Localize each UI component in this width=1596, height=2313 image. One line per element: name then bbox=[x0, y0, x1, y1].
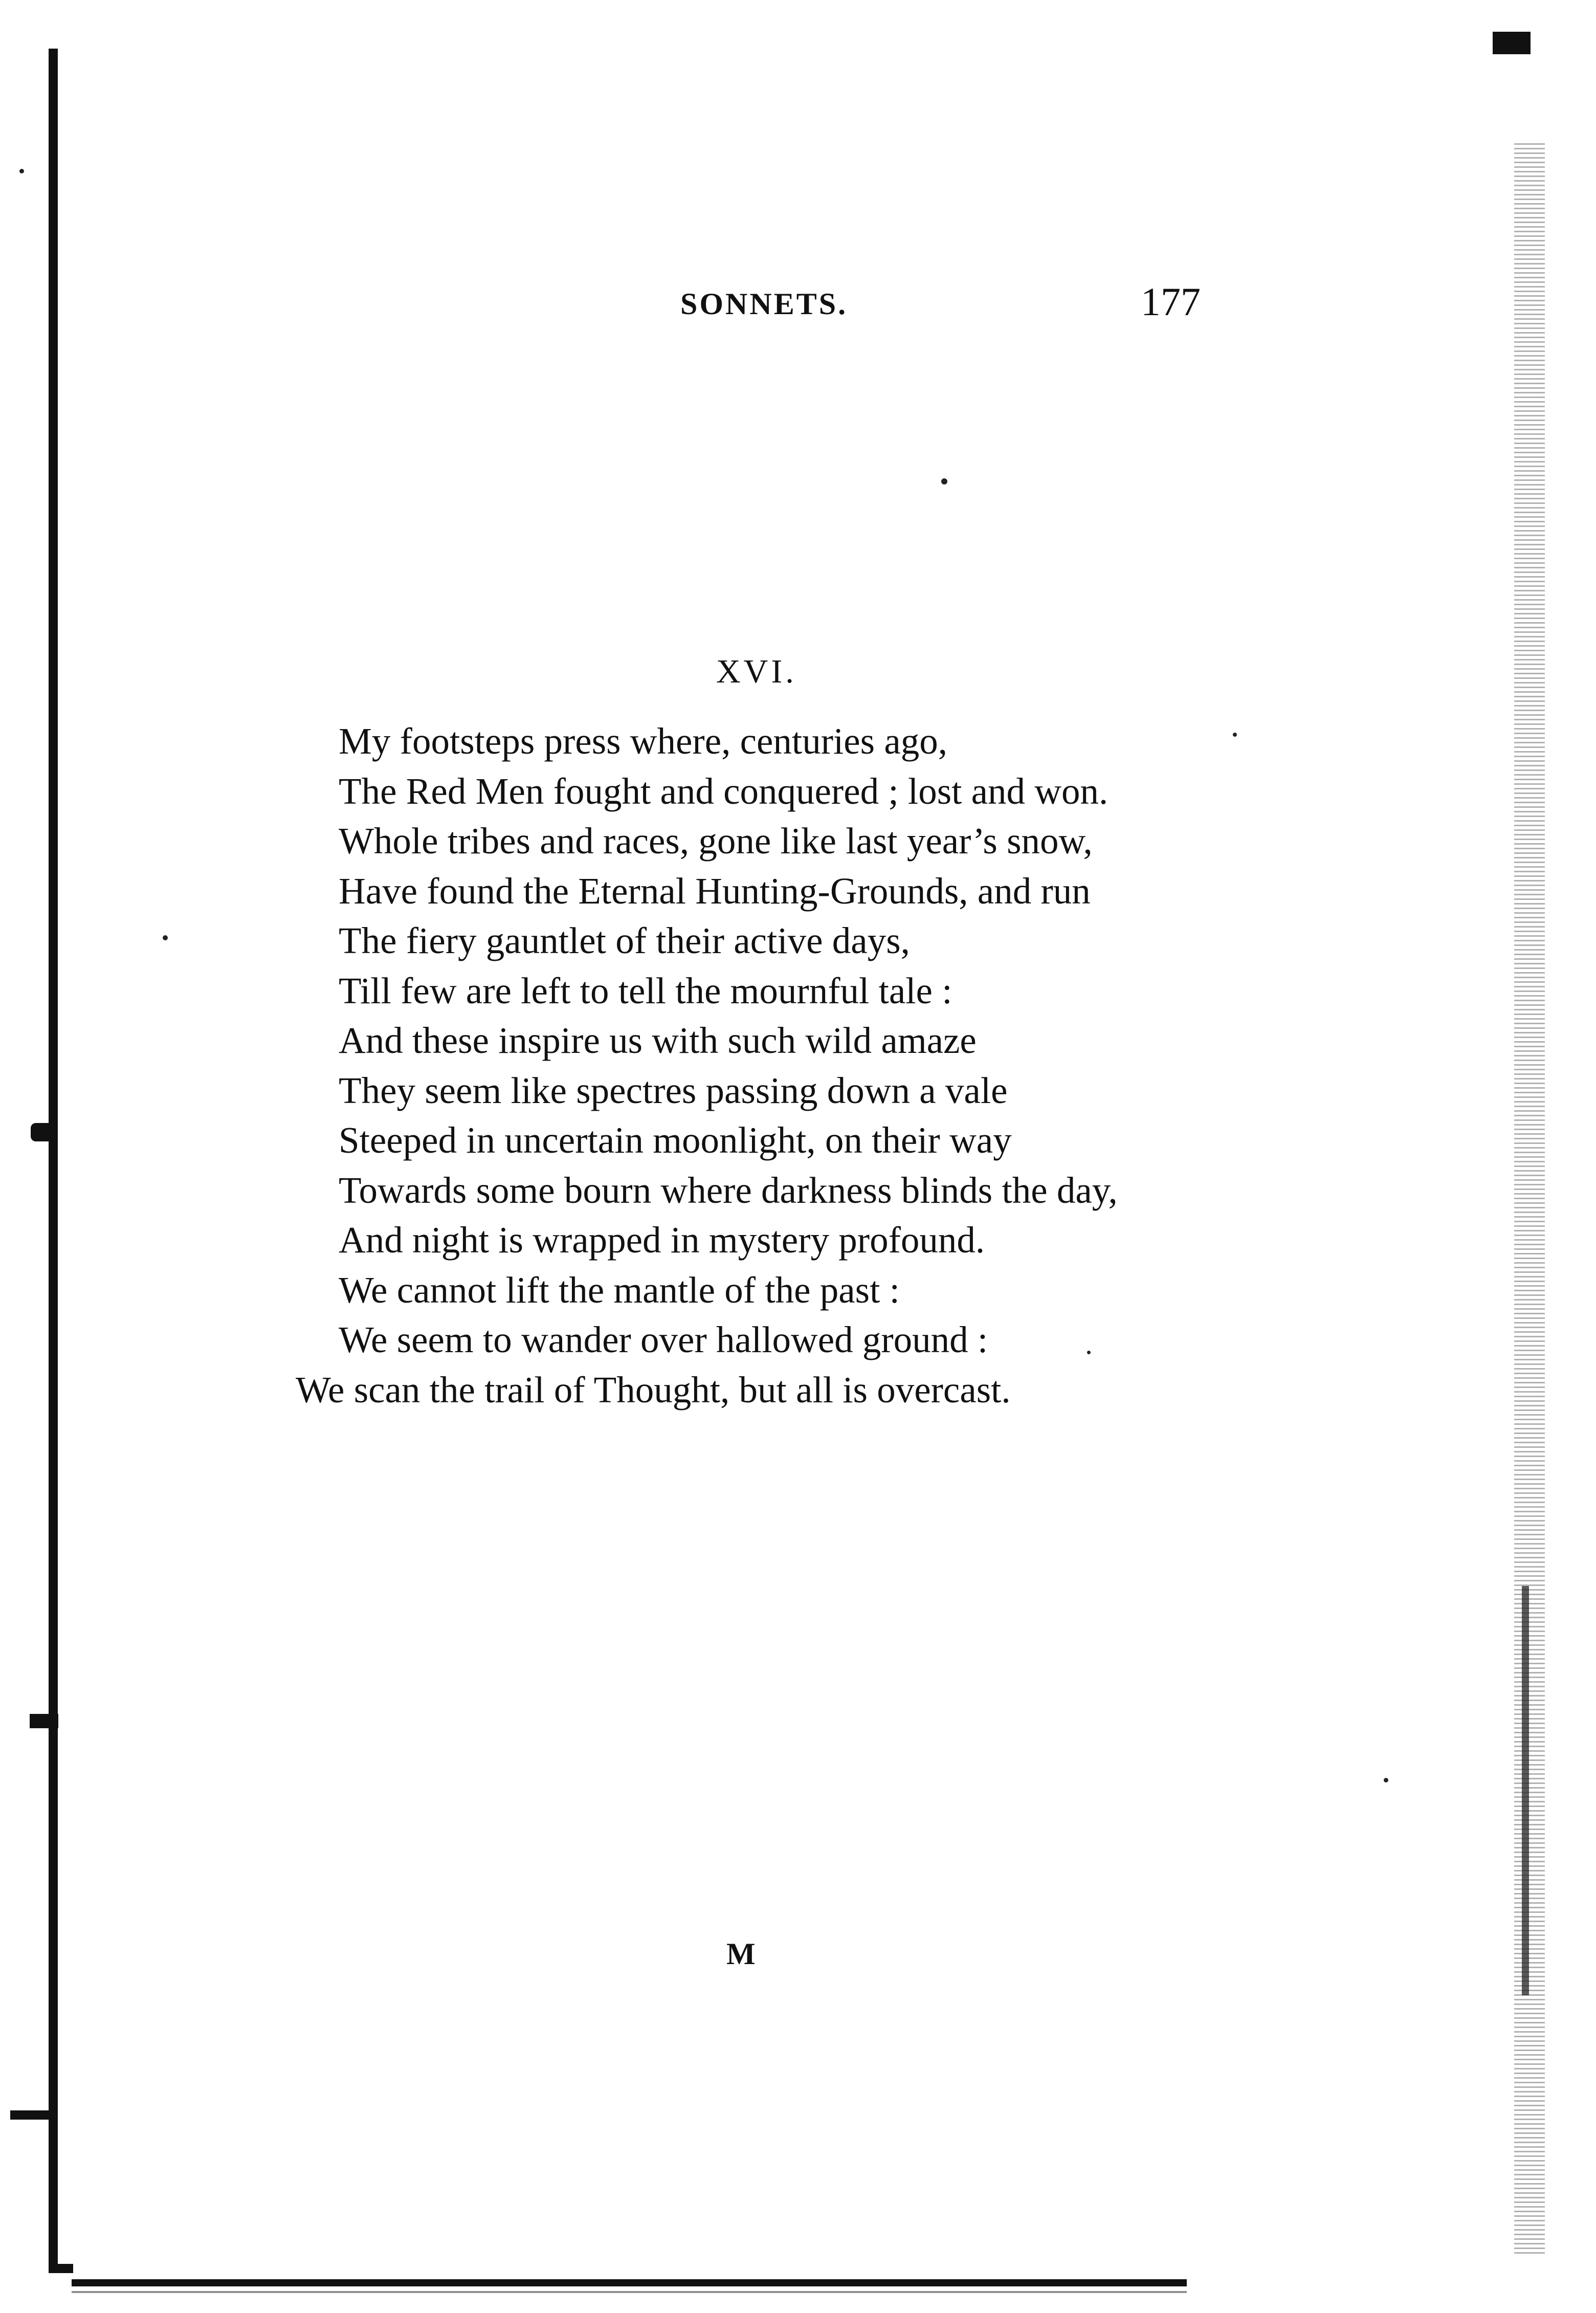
ink-speck bbox=[19, 169, 24, 173]
poem-line: Towards some bourn where darkness blinds the day, bbox=[339, 1169, 1118, 1211]
binding-clip bbox=[49, 2264, 73, 2273]
running-title: SONNETS. bbox=[680, 287, 848, 321]
poem-line: They seem like spectres passing down a vale bbox=[339, 1069, 1008, 1111]
poem-line: Steeped in uncertain moonlight, on their way bbox=[339, 1119, 1012, 1161]
scan-corner-mark bbox=[1493, 32, 1531, 54]
poem-line: Till few are left to tell the mournful tale : bbox=[339, 970, 952, 1011]
binding-clip bbox=[30, 1714, 58, 1728]
ink-speck bbox=[1087, 1351, 1091, 1354]
sonnet-number: XVI. bbox=[716, 653, 797, 690]
bottom-rule bbox=[72, 2279, 1187, 2286]
poem-body bbox=[0, 716, 1596, 1415]
page-number: 177 bbox=[1141, 279, 1201, 324]
ink-speck bbox=[163, 935, 168, 940]
binding-clip bbox=[10, 2110, 56, 2120]
signature-mark: M bbox=[726, 1937, 756, 1971]
poem-line: The Red Men fought and conquered ; lost and won. bbox=[339, 770, 1109, 812]
poem-line: My footsteps press where, centuries ago, bbox=[339, 720, 947, 762]
poem-line: We seem to wander over hallowed ground : bbox=[339, 1319, 988, 1360]
poem-line: Whole tribes and races, gone like last year’s snow, bbox=[339, 820, 1093, 862]
poem-line: The fiery gauntlet of their active days, bbox=[339, 920, 910, 961]
poem-line: Have found the Eternal Hunting-Grounds, and run bbox=[339, 870, 1091, 912]
ink-speck bbox=[941, 478, 947, 484]
poem-line: And night is wrapped in mystery profound. bbox=[339, 1219, 985, 1261]
poem-line: And these inspire us with such wild amaze bbox=[339, 1020, 977, 1061]
poem-line: We cannot lift the mantle of the past : bbox=[339, 1269, 900, 1311]
page-edge-shadow bbox=[1522, 1586, 1529, 1995]
bottom-rule bbox=[72, 2291, 1187, 2293]
ink-speck bbox=[1233, 733, 1237, 737]
poem-line: We scan the trail of Thought, but all is overcast. bbox=[296, 1369, 1011, 1411]
ink-speck bbox=[1384, 1778, 1388, 1782]
